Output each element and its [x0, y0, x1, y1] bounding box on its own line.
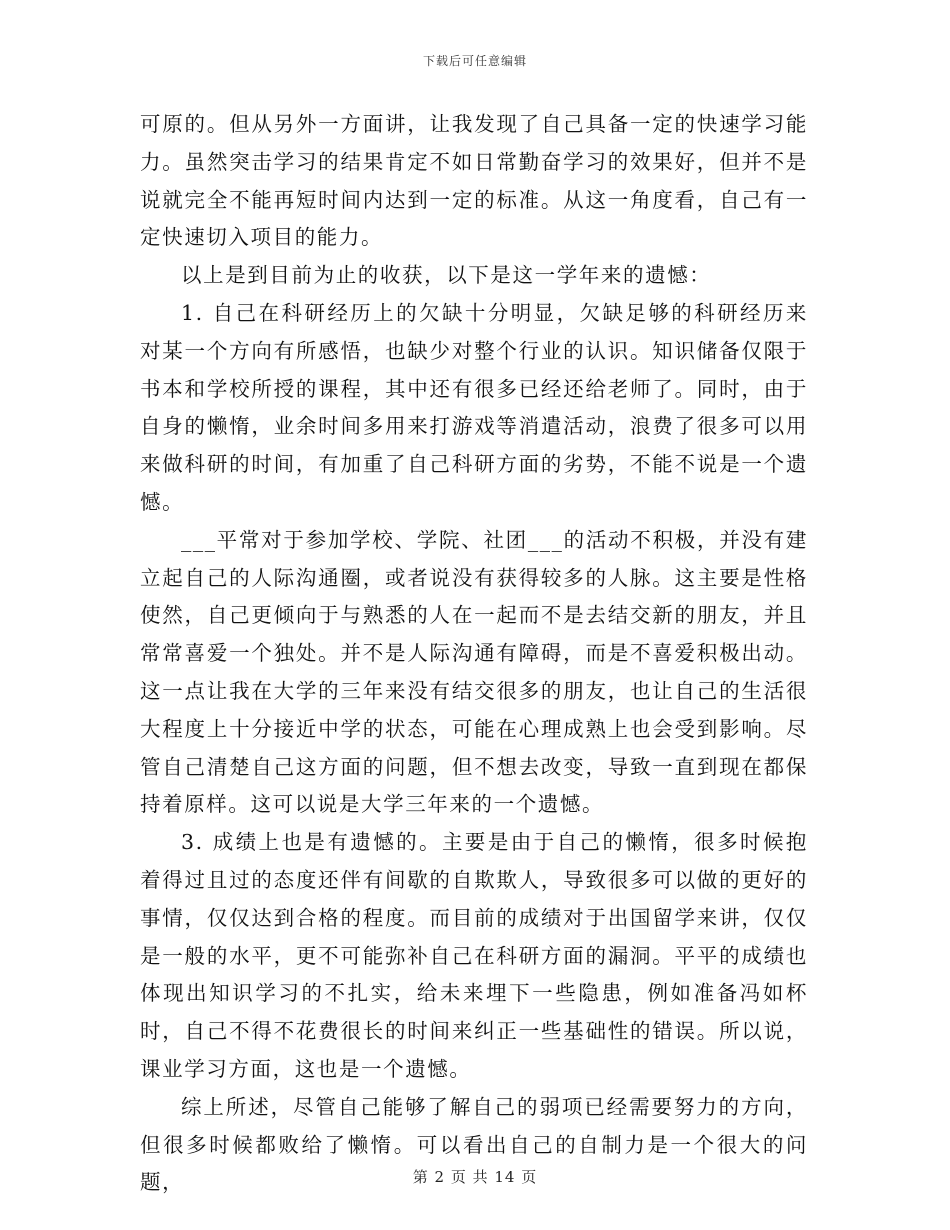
- paragraph-summary-intro: 以上是到目前为止的收获，以下是这一学年来的遗憾：: [181, 263, 712, 288]
- paragraph-regret-1: 1. 自己在科研经历上的欠缺十分明显，欠缺足够的科研经历来对某一个方向有所感悟，也缺少对整个行业的认识。知识储备仅限于书本和学校所授的课程，其中还有很多已经还给老师了。同时，由于自身的懒惰，业余时间多用来打游戏等消遣活动，浪费了很多可以用来做科研的时间，有加重了自己科研方面的劣势，不能不说是一个遗憾。: [140, 300, 808, 514]
- paragraph-conclusion: 综上所述，尽管自己能够了解自己的弱项已经需要努力的方向，但很多时候都败给了懒惰。可以看出自己的自制力是一个很大的问题，: [140, 1094, 808, 1195]
- paragraph-regret-3: 3. 成绩上也是有遗憾的。主要是由于自己的懒惰，很多时候抱着得过且过的态度还伴有间歇的自欺欺人，导致很多可以做的更好的事情，仅仅达到合格的程度。而目前的成绩对于出国留学来讲，仅仅是一般的水平，更不可能弥补自己在科研方面的漏洞。平平的成绩也体现出知识学习的不扎实，给未来埋下一些隐患，例如准备冯如杯时，自己不得不花费很长的时间来纠正一些基础性的错误。所以说，课业学习方面，这也是一个遗憾。: [140, 830, 808, 1081]
- page-number: 第 2 页 共 14 页: [412, 1168, 538, 1186]
- document-body: [140, 106, 808, 1202]
- paragraph-continuation: 可原的。但从另外一方面讲，让我发现了自己具备一定的快速学习能力。虽然突击学习的结果肯定不如日常勤奋学习的效果好，但并不是说就完全不能再短时间内达到一定的标准。从这一角度看，自己有一定快速切入项目的能力。: [140, 112, 808, 250]
- paragraph-regret-2: ___平常对于参加学校、学院、社团___的活动不积极，并没有建立起自己的人际沟通圈，或者说没有获得较多的人脉。这主要是性格使然，自己更倾向于与熟悉的人在一起而不是去结交新的朋友，并且常常喜爱一个独处。并不是人际沟通有障碍，而是不喜爱积极出动。这一点让我在大学的三年来没有结交很多的朋友，也让自己的生活很大程度上十分接近中学的状态，可能在心理成熟上也会受到影响。尽管自己清楚自己这方面的问题，但不想去改变，导致一直到现在都保持着原样。这可以说是大学三年来的一个遗憾。: [140, 527, 808, 817]
- page-header: 下载后可任意编辑: [422, 54, 527, 68]
